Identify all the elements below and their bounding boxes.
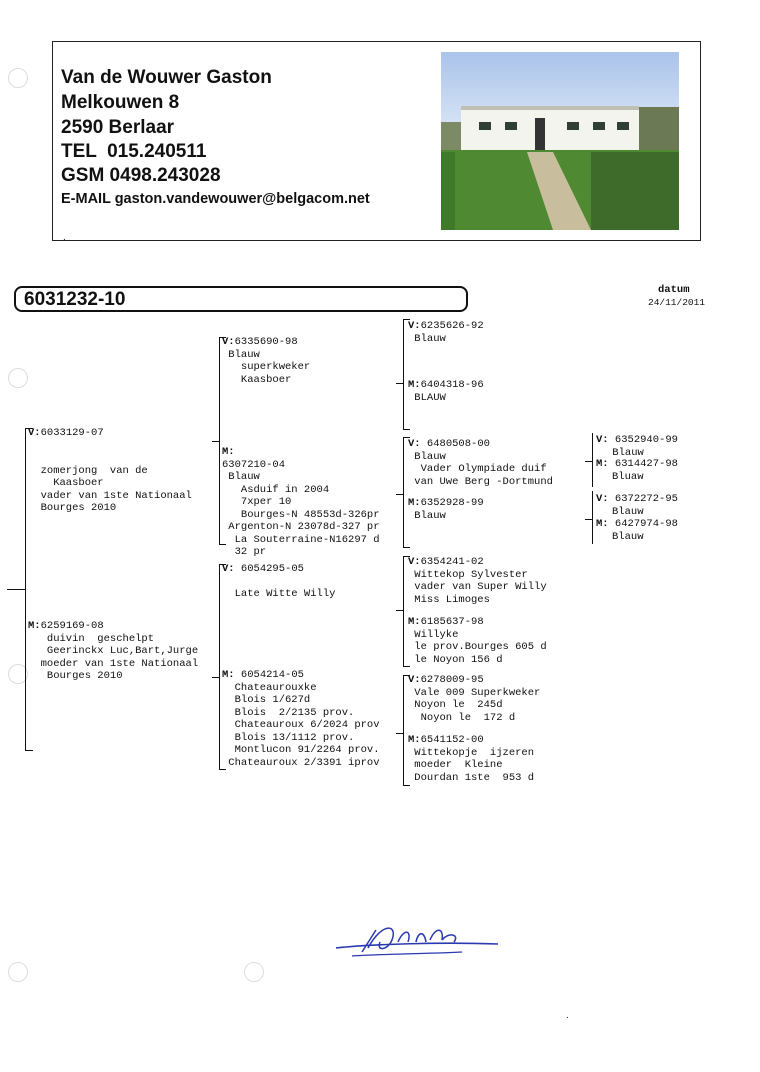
pigeon-ring-number: 6031232-10 [24,289,126,310]
pedigree-notes: Vale 009 Superkweker Noyon le 245d Noyon le 172 d [414,686,541,724]
ring-number: 6307210-04 [222,458,286,471]
gen3-connector [396,733,403,734]
ring-number: 6235626-92 [420,320,484,332]
bracket-end [403,666,410,667]
ring-number: 6185637-98 [420,616,484,628]
owner-tel: TEL 015.240511 [61,141,207,162]
bracket-end [403,785,410,786]
great-grandparent-mff [408,556,547,606]
owner-street: Melkouwen 8 [61,92,180,113]
ring-number: 6259169-08 [40,620,104,632]
gen4-connector [585,519,592,520]
sex-code: V: [596,493,609,505]
datum-value: 24/11/2011 [648,297,706,308]
sex-code: M: [408,497,421,509]
gen2-lower-bracket [219,564,220,769]
great-grandparent-mmm [408,734,534,784]
pedigree-notes: Chateaurouxke Blois 1/627d Blois 2/2135 prov. Chateauroux 6/2024 prov Blois 13/1112 prov. Montlucon 91/2264 prov. Chateauroux 2/3391 iprov [228,681,380,769]
ring-number: 6278009-95 [420,674,484,686]
punch-hole [8,68,28,88]
ring-number: 6054214-05 [234,669,304,681]
pedigree-notes: Blauw Vader Olympiade duif van Uwe Berg -Dortmund [414,450,553,488]
grandfather-maternal [222,563,335,601]
ring-number: 6480508-00 [420,438,490,450]
gen1-bracket [25,428,26,750]
pedigree-notes: Blauw [612,505,644,518]
pedigree-notes: zomerjong van de Kaasboer vader van 1ste Nationaal Bourges 2010 [40,464,192,514]
grandmother-maternal [222,669,380,769]
gen3-bracket-fm [403,437,404,547]
gen4-bracket-a [592,433,593,487]
signature [332,918,502,962]
great-grandparent-ffm [408,379,484,404]
sex-code: M: [28,620,41,632]
great-grandparent-mfm [408,616,547,666]
dot-mark: . [63,232,66,243]
sex-code: M: [408,616,421,628]
sex-code: M: [408,379,421,391]
gen3-connector [396,494,403,495]
sex-code: V: [596,434,609,446]
gen2-upper-bracket [219,337,220,544]
bracket-end [403,429,410,430]
ring-number: 6314427-98 [608,458,678,470]
pedigree-notes: duivin geschelpt Geerinckx Luc,Bart,Jurge moeder van 1ste Nationaal Bourges 2010 [40,632,199,682]
sex-code: M: [596,458,609,470]
sex-code: V: [408,556,421,568]
sex-code: M: [222,669,235,681]
ring-number: 6033129-07 [40,427,104,439]
owner-name: Van de Wouwer Gaston [61,67,272,88]
pedigree-notes: Blauw Asduif in 2004 7xper 10 Bourges-N 48553d-326pr Argenton-N 23078d-327 pr La Souterraine-N16297 d 32 pr [228,471,380,558]
dot-mark: . [566,1010,569,1021]
pedigree-notes: Wittekop Sylvester vader van Super Willy Miss Limoges [414,568,547,606]
grandmother-paternal [222,446,380,559]
ring-number: 6054295-05 [234,563,304,575]
punch-hole [8,368,28,388]
sex-code: V: [222,563,235,575]
gen4-bracket-b [592,491,593,544]
pedigree-notes: Blauw [408,509,446,522]
pedigree-notes: Willyke le prov.Bourges 605 d le Noyon 156 d [414,628,547,666]
great-grandparent-fff [408,320,484,345]
ring-number: 6427974-98 [608,518,678,530]
bracket-end [403,547,410,548]
ring-number: 6352940-99 [608,434,678,446]
loft-photo [441,52,679,230]
gen1-connector [7,589,25,590]
pedigree-notes: Bluaw [612,470,644,483]
g4-mother-b [596,518,678,543]
sex-code: M: [222,446,235,458]
gen3-connector [396,610,403,611]
ring-number: 6354241-02 [420,556,484,568]
pigeon-father [28,427,192,515]
g4-father-a [596,434,678,459]
pedigree-notes: BLAUW [408,391,446,404]
g4-father-b [596,493,678,518]
sex-code: V: [408,674,421,686]
owner-header [52,41,701,241]
gen4-connector [585,461,592,462]
pedigree-notes: Late Witte Willy [234,588,336,600]
gen3-bracket-mf [403,556,404,666]
ring-number: 6335690-98 [234,336,298,348]
gen3-bracket-mm [403,675,404,785]
pedigree-title-bar [14,286,468,312]
pedigree-notes: Blauw [612,530,644,543]
sex-code: V: [408,438,421,450]
datum-label: datum [658,284,690,296]
pigeon-mother [28,620,198,683]
great-grandparent-mmf [408,674,540,724]
ring-number: 6541152-00 [420,734,484,746]
great-grandparent-fmm [408,497,484,522]
ring-number: 6372272-95 [608,493,678,505]
bracket-end [25,750,33,751]
g4-mother-a [596,458,678,483]
great-grandparent-fmf [408,438,553,488]
sex-code: M: [408,734,421,746]
owner-city: 2590 Berlaar [61,117,175,138]
ring-number: 6352928-99 [420,497,484,509]
punch-hole [8,962,28,982]
bracket-end [219,769,226,770]
pedigree-notes: Blauw [606,446,644,459]
punch-hole [244,962,264,982]
sex-code: V: [222,336,235,348]
gen2-upper-connector [212,441,219,442]
grandfather-paternal [222,336,310,386]
gen2-lower-connector [212,677,219,678]
owner-gsm: GSM 0498.243028 [61,165,221,186]
gen3-connector [396,383,403,384]
pedigree-notes: Wittekopje ijzeren moeder Kleine Dourdan 1ste 953 d [414,746,535,784]
ring-number: 6404318-96 [420,379,484,391]
sex-code: M: [596,518,609,530]
gen3-bracket-ff [403,319,404,429]
sex-code: V: [28,427,41,439]
owner-email: E-MAIL gaston.vandewouwer@belgacom.net [61,191,370,207]
pedigree-notes: Blauw superkweker Kaasboer [228,348,311,386]
sex-code: V: [408,320,421,332]
pedigree-notes: Blauw [408,332,446,345]
